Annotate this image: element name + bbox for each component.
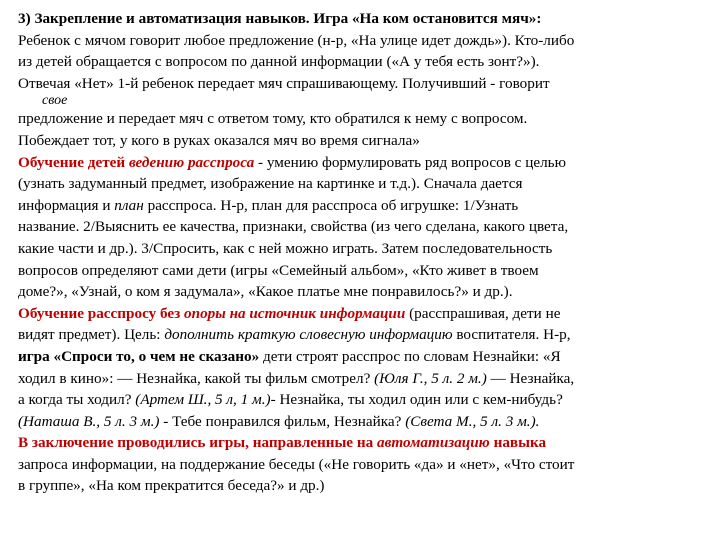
text-run: Отвечая «Нет» 1-й ребенок передает мяч спрашивающему. Получивший - говорит <box>18 74 550 92</box>
text-run: название. 2/Выяснить ее качества, признаки, свойства (из чего сделана, какого цвета, <box>18 218 569 236</box>
text-line <box>18 108 708 130</box>
text-run: какие части и др.). 3/Спросить, как с ней можно играть. Затем последовательность <box>18 239 553 257</box>
text-line <box>18 346 708 368</box>
text-block <box>18 8 708 497</box>
text-run: свое <box>42 94 68 109</box>
text-line <box>18 51 708 73</box>
text-run: план <box>114 196 144 214</box>
text-line <box>18 130 708 152</box>
text-run: навыка <box>489 434 547 452</box>
text-line <box>18 281 708 303</box>
text-run: Обучение расспросу без <box>18 304 185 322</box>
text-line <box>18 260 708 282</box>
text-run: Побеждает тот, у кого в руках оказался мяч во время сигнала» <box>18 131 420 149</box>
text-line <box>18 216 708 238</box>
text-line <box>18 195 708 217</box>
text-run: в группе», «На ком прекратится беседа?» и др.) <box>18 477 325 495</box>
text-run: вопросов определяют сами дети (игры «Семейный альбом», «Кто живет в твоем <box>18 261 539 279</box>
text-line <box>18 238 708 260</box>
text-run: из детей обращается с вопросом по данной информации («А у тебя есть зонт?»). <box>18 53 540 71</box>
text-run: а когда ты ходил? <box>18 391 136 409</box>
text-line <box>18 475 708 497</box>
text-run: - Незнайка, ты ходил один или с кем-нибудь? <box>270 391 563 409</box>
text-run: ходил в кино»: — Незнайка, какой ты фильм смотрел? <box>18 369 375 387</box>
text-line <box>18 173 708 195</box>
text-line <box>18 324 708 346</box>
text-run: расспроса. Н-р, план для расспроса об игрушке: 1/Узнать <box>143 196 519 214</box>
text-line <box>18 303 708 325</box>
text-run: (Артем Ш., 5 л, 1 м.) <box>135 391 271 409</box>
text-run: запроса информации, на поддержание беседы («Не говорить «да» и «нет», «Что стоит <box>18 455 575 473</box>
text-run: доме?», «Узнай, о ком я задумала», «Какое платье мне понравилось?» и др.). <box>18 283 513 301</box>
text-run: опоры на источник информации <box>184 304 406 322</box>
text-run: - Тебе понравился фильм, Незнайка? <box>159 412 406 430</box>
text-line <box>18 389 708 411</box>
text-run: (Света М., 5 л. 3 м.). <box>405 412 540 430</box>
text-line <box>18 30 708 52</box>
text-line <box>18 8 708 30</box>
text-run: 3) Закрепление и автоматизация навыков. <box>18 10 314 27</box>
text-run: автоматизацию <box>377 434 490 452</box>
text-run: (Юля Г., 5 л. 2 м.) <box>374 369 487 387</box>
text-run: (расспрашивая, дети не <box>405 304 561 322</box>
text-run: предложение и передает мяч с ответом тому, кто обратился к нему с вопросом. <box>18 110 528 128</box>
text-line <box>18 454 708 476</box>
text-run: ведению расспроса <box>128 153 255 171</box>
text-run: воспитателя. Н-р, <box>452 326 571 344</box>
text-run: В заключение проводились игры, направленные на <box>18 434 377 452</box>
text-line <box>18 368 708 390</box>
text-line <box>18 94 708 108</box>
text-run: (узнать задуманный предмет, изображение на картинке и т.д.). Сначала дается <box>18 175 523 193</box>
text-run: Обучение детей <box>18 153 129 171</box>
text-line <box>18 152 708 174</box>
text-run: видят предмет). Цель: <box>18 326 165 344</box>
text-run: дополнить краткую словесную информацию <box>164 326 453 344</box>
text-run: игра «Спроси то, о чем не сказано» <box>18 347 260 365</box>
text-run: Игра «На ком остановится мяч»: <box>313 10 542 27</box>
text-run: - умению формулировать ряд вопросов с целью <box>254 153 566 171</box>
text-run: Ребенок с мячом говорит любое предложение (н-р, «На улице идет дождь»). Кто-либо <box>18 31 575 49</box>
text-line <box>18 432 708 454</box>
text-line <box>18 73 708 95</box>
text-run: — Незнайка, <box>486 369 575 387</box>
text-line <box>18 411 708 433</box>
text-run: (Наташа В., 5 л. 3 м.) <box>18 412 160 430</box>
text-run: дети строят расспрос по словам Незнайки: «Я <box>259 347 561 365</box>
text-run: информация и <box>18 196 115 214</box>
